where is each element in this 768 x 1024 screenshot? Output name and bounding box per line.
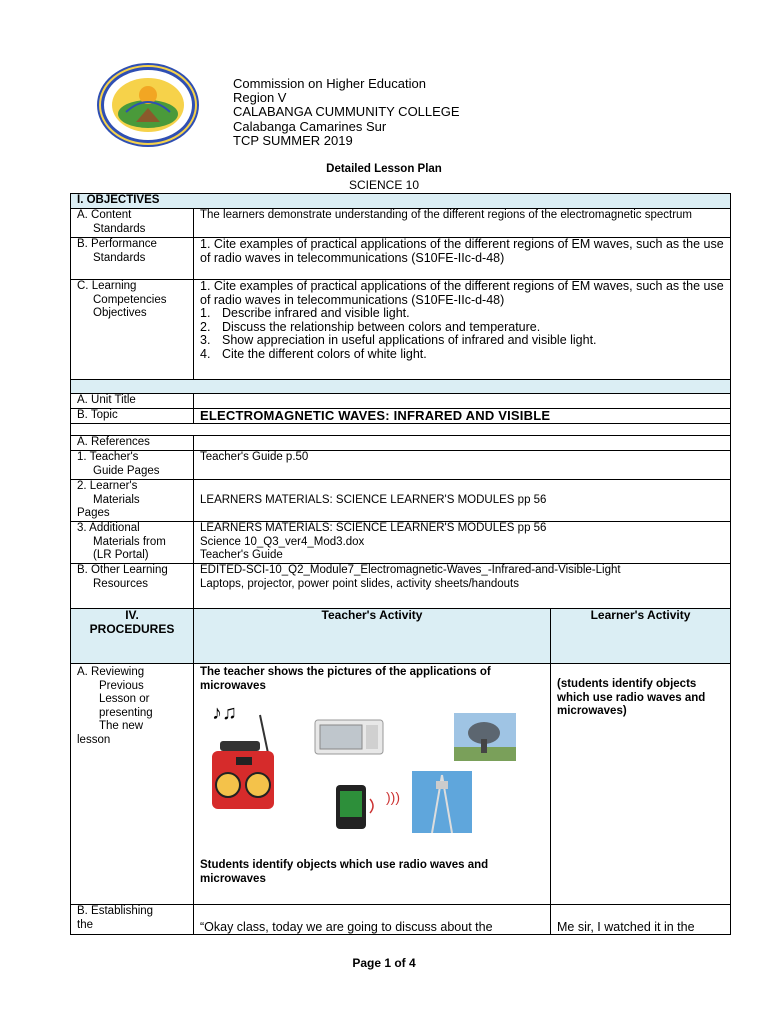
lesson-plan-table <box>70 193 731 935</box>
learners-materials-label: 2. Learner's Materials Pages <box>71 480 194 522</box>
objectives-list <box>200 307 724 361</box>
music-notes-icon: ♪♫ <box>212 702 237 724</box>
learner-activity-heading: Learner's Activity <box>551 609 731 664</box>
application-images <box>200 699 544 849</box>
teachers-guide-row <box>71 451 731 480</box>
page-number: Page 1 of 4 <box>352 956 416 970</box>
unit-title-row <box>71 394 731 409</box>
content-standards-value: The learners demonstrate understanding of the different regions of the electromagnetic spectrum <box>194 209 731 238</box>
institution-line: Region V <box>233 90 287 106</box>
topic-value: ELECTROMAGNETIC WAVES: INFRARED AND VISIBLE <box>194 409 731 424</box>
other-resources-value: EDITED-SCI-10_Q2_Module7_Electromagnetic-Waves_-Infrared-and-Visible-Light Laptops, projector, power point slides, activity sheets/handouts <box>194 564 731 609</box>
procedures-heading: IV. PROCEDURES <box>71 609 194 664</box>
institution-block <box>233 77 460 148</box>
blank-band-row <box>71 380 731 394</box>
antenna-tower-image <box>412 771 472 833</box>
institution-line: Calabanga Camarines Sur <box>233 118 387 134</box>
additional-materials-value: LEARNERS MATERIALS: SCIENCE LEARNER'S MODULES pp 56 Science 10_Q3_ver4_Mod3.dox Teacher's Guide <box>194 522 731 564</box>
reviewing-row <box>71 664 731 905</box>
learning-competencies-row <box>71 280 731 380</box>
list-item: 3. Show appreciation in useful applications of infrared and visible light. <box>200 333 597 347</box>
teachers-guide-value: Teacher's Guide p.50 <box>194 451 731 480</box>
teachers-guide-label: 1. Teacher's Guide Pages <box>71 451 194 480</box>
topic-label: B. Topic <box>71 409 194 424</box>
references-row <box>71 436 731 451</box>
competency-statement: 1. Cite examples of practical applications of the different regions of EM waves, such as the use of radio waves in telecommunications (S10FE-IIc-d-48) <box>200 279 724 307</box>
cellphone-image <box>330 781 380 831</box>
college-seal-logo <box>96 62 200 148</box>
document-header <box>0 0 768 160</box>
institution-line: TCP SUMMER 2019 <box>233 132 353 148</box>
list-item: 1. Describe infrared and visible light. <box>200 306 410 320</box>
document-subject: SCIENCE 10 <box>348 178 420 192</box>
performance-standards-value: 1. Cite examples of practical applications of the different regions of EM waves, such as the use of radio waves in telecommunications (S10FE-IIc-d-48) <box>194 238 731 280</box>
objectives-heading-row <box>71 194 731 209</box>
institution-line: Commission on Higher Education <box>233 76 426 91</box>
performance-standards-label: B. Performance Standards <box>71 238 194 280</box>
list-item: 2. Discuss the relationship between colors and temperature. <box>200 319 541 334</box>
reviewing-label: A. Reviewing Previous Lesson or presenting The new lesson <box>71 664 194 905</box>
other-resources-row <box>71 564 731 609</box>
additional-materials-label: 3. Additional Materials from (LR Portal) <box>71 522 194 564</box>
teacher-instruction-bottom: Students identify objects which use radio waves and microwaves <box>200 859 489 885</box>
signal-waves-icon: ))) <box>386 789 400 805</box>
topic-row <box>71 409 731 424</box>
teacher-activity-heading: Teacher's Activity <box>194 609 551 664</box>
unit-title-value <box>194 394 731 409</box>
spacer-row <box>71 424 731 436</box>
institution-line: CALABANGA CUMMUNITY COLLEGE <box>233 104 460 120</box>
document-title: Detailed Lesson Plan <box>326 163 442 175</box>
content-standards-label: A. Content Standards <box>71 209 194 238</box>
learning-competencies-label: C. Learning Competencies Objectives <box>71 280 194 380</box>
reviewing-learner-activity: (students identify objects which use radio waves and microwaves) <box>551 664 731 905</box>
radio-image <box>208 713 278 813</box>
learning-competencies-value <box>194 280 731 380</box>
satellite-dish-image <box>454 713 516 761</box>
procedures-heading-row <box>71 609 731 664</box>
learners-materials-row <box>71 480 731 522</box>
reviewing-teacher-activity <box>194 664 551 905</box>
learners-materials-value: LEARNERS MATERIALS: SCIENCE LEARNER'S MODULES pp 56 <box>194 480 731 522</box>
list-item: 4. Cite the different colors of white light. <box>200 346 427 361</box>
establishing-label: B. Establishing the <box>71 905 194 935</box>
additional-materials-row <box>71 522 731 564</box>
other-resources-label: B. Other Learning Resources <box>71 564 194 609</box>
establishing-learner-activity: Me sir, I watched it in the <box>551 905 731 935</box>
establishing-row <box>71 905 731 935</box>
content-standards-row <box>71 209 731 238</box>
references-label: A. References <box>71 436 194 451</box>
establishing-teacher-activity: “Okay class, today we are going to discuss about the <box>194 905 551 935</box>
unit-title-label: A. Unit Title <box>71 394 194 409</box>
teacher-instruction-top: The teacher shows the pictures of the applications of microwaves <box>200 666 491 692</box>
objectives-heading: I. OBJECTIVES <box>71 194 731 209</box>
performance-standards-row <box>71 238 731 280</box>
microwave-image <box>314 719 384 755</box>
